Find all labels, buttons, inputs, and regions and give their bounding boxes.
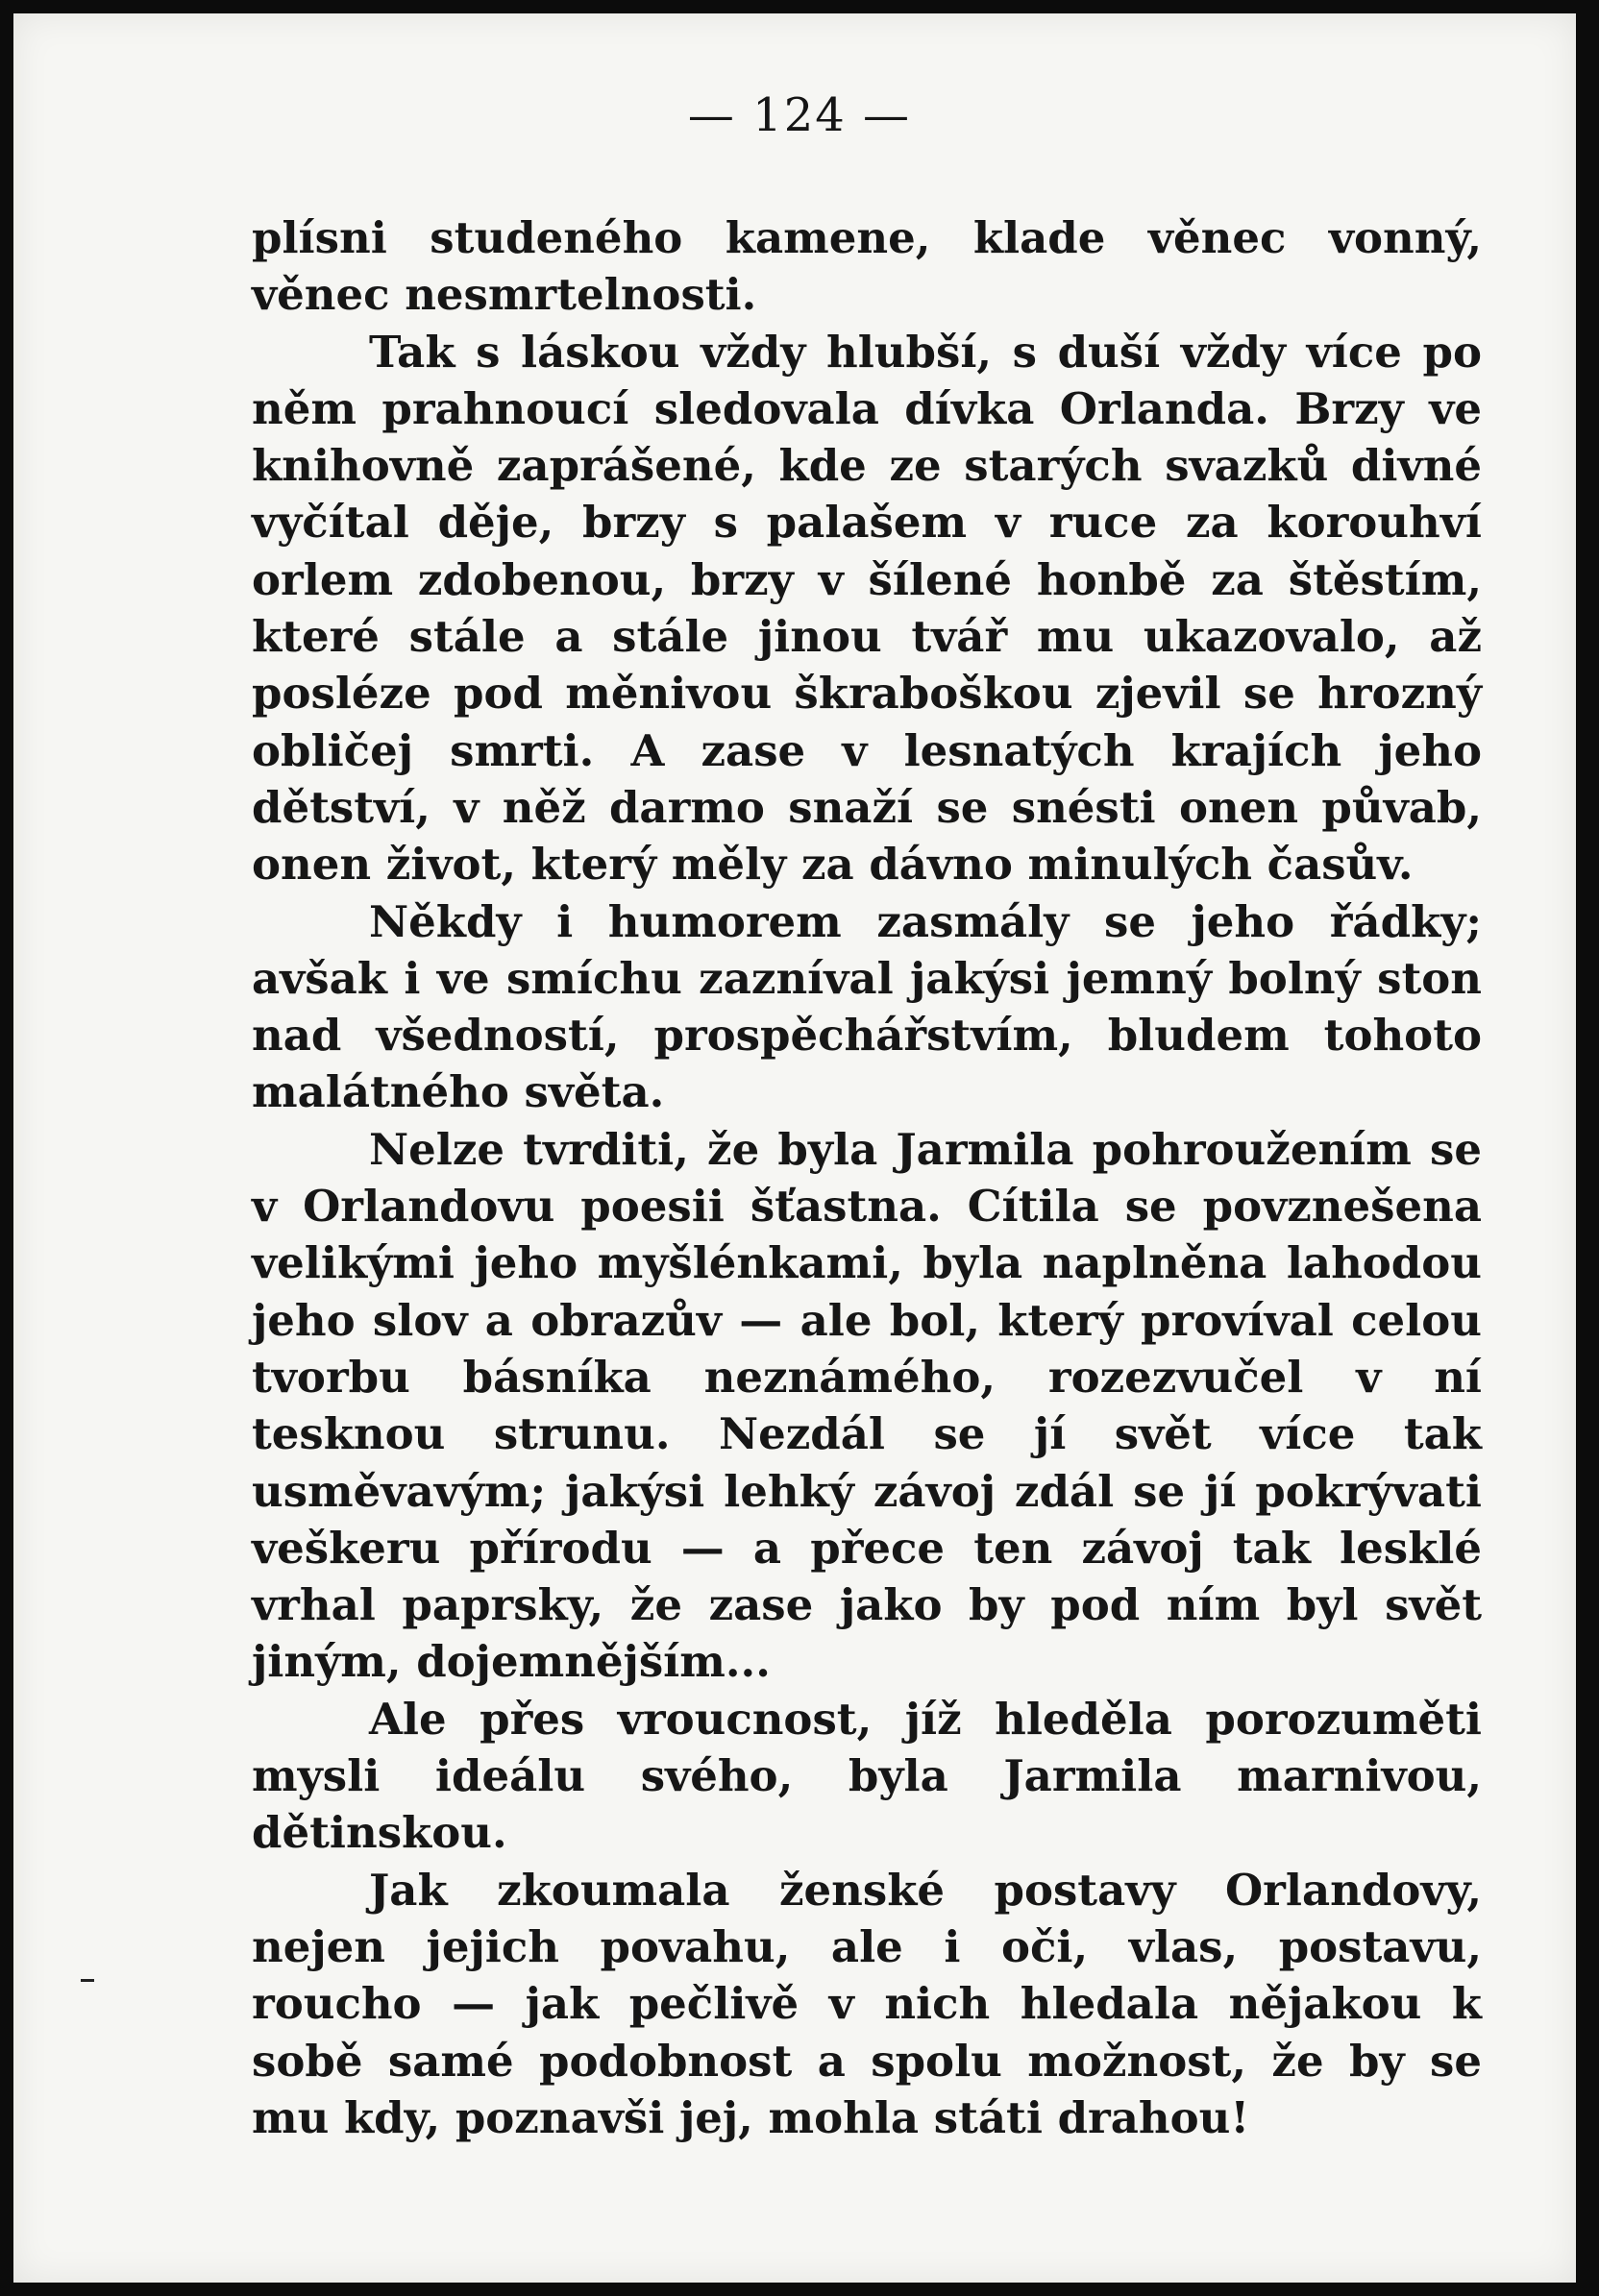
paragraph-6: Jak zkoumala ženské postavy Orlandovy, nejen jejich povahu, ale i oči, vlas, postavu, roucho — jak pečlivě v nich hledala nějakou k sobě samé podobnost a spolu možnost, že by se mu kdy, poznavši jej, mohla státi drahou!	[252, 1864, 1482, 2143]
paragraph-5: Ale přes vroucnost, jíž hleděla porozuměti mysli ideálu svého, byla Jarmila marnivou, dětinskou.	[252, 1693, 1482, 1859]
paragraph-3: Někdy i humorem zasmály se jeho řádky; avšak i ve smíchu zazníval jakýsi jemný bolný ston nad všedností, prospěchářstvím, bludem tohoto malátného světa.	[252, 895, 1482, 1118]
margin-mark	[81, 1979, 94, 1982]
scan-border	[1576, 0, 1599, 2296]
body-text	[252, 209, 1482, 2146]
paragraph-4: Nelze tvrditi, že byla Jarmila pohroužením se v Orlandovu poesii šťastna. Cítila se povznešena velikými jeho myšlénkami, byla naplněna lahodou jeho slov a obrazův — ale bol, který províval celou tvorbu básníka neznámého, rozezvučel v ní tesknou strunu. Nezdál se jí svět více tak usměvavým; jakýsi lehký závoj zdál se jí pokrývati veškeru přírodu — a přece ten závoj tak lesklé vrhal paprsky, že zase jako by pod ním byl svět jiným, dojemnějším...	[252, 1123, 1482, 1688]
page-number: — 124 —	[687, 88, 912, 142]
paragraph-1: plísni studeného kamene, klade věnec vonný, věnec nesmrtelnosti.	[252, 212, 1482, 321]
paragraph-2: Tak s láskou vždy hlubší, s duší vždy více po něm prahnoucí sledovala dívka Orlanda. Brzy ve knihovně zaprášené, kde ze starých svazků divné vyčítal děje, brzy s palašem v ruce za korouhví orlem zdobenou, brzy v šílené honbě za štěstím, které stále a stále jinou tvář mu ukazovalo, až posléze pod měnivou škraboškou zjevil se hrozný obličej smrti. A zase v lesnatých krajích jeho dětství, v něž darmo snaží se snésti onen půvab, onen život, který měly za dávno minulých časův.	[252, 326, 1482, 891]
